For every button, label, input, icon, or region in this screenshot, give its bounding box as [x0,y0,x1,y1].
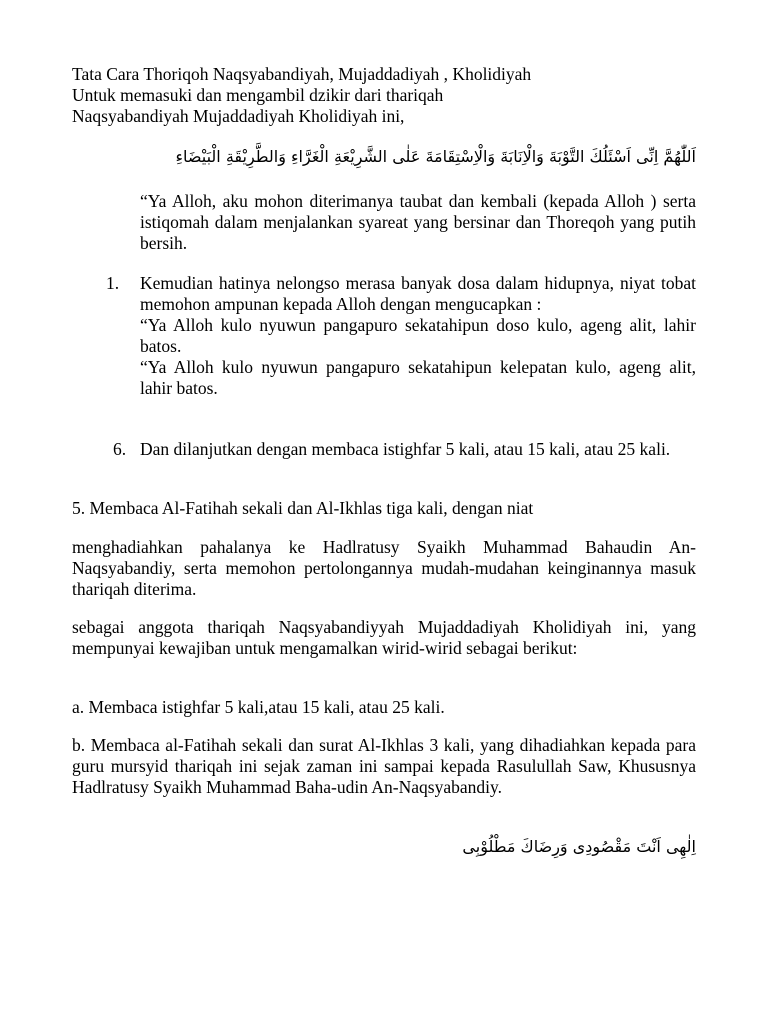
paragraph-anggota: sebagai anggota thariqah Naqsyabandiyyah Mujaddadiyah Kholidiyah ini, yang mempunyai kewajiban untuk mengamalkan wirid-wirid sebagai berikut: [72,617,696,658]
arabic-prayer-2: اِلٰهِى اَنْتَ مَقْصُودِى وَرِضَاكَ مَطْلُوْبِى [462,837,696,856]
list-item-1-quote-2: “Ya Alloh kulo nyuwun pangapuro sekatahipun kelepatan kulo, ageng alit, lahir batos. [140,357,696,398]
list-item-1-quote-1: “Ya Alloh kulo nyuwun pangapuro sekatahipun doso kulo, ageng alit, lahir batos. [140,315,696,356]
paragraph-b: b. Membaca al-Fatihah sekali dan surat Al-Ikhlas 3 kali, yang dihadiahkan kepada para guru mursyid thariqah ini sejak zaman ini sampai kepada Rasulullah Saw, Khususnya Hadlratusy Syaikh Muhammad Baha-udin An-Naqsyabandiy. [72,735,696,797]
title-line-1: Tata Cara Thoriqoh Naqsyabandiyah, Mujaddadiyah , Kholidiyah [72,64,532,84]
paragraph-5: 5. Membaca Al-Fatihah sekali dan Al-Ikhlas tiga kali, dengan niat [72,498,534,518]
paragraph-a: a. Membaca istighfar 5 kali,atau 15 kali, atau 25 kali. [72,697,445,717]
title-block [72,64,696,127]
title-line-3: Naqsyabandiyah Mujaddadiyah Kholidiyah ini, [72,106,405,126]
paragraph-hadiah: menghadiahkan pahalanya ke Hadlratusy Syaikh Muhammad Bahaudin An-Naqsyabandiy, serta memohon pertolongannya mudah-mudahan keinginannya masuk thariqah diterima. [72,537,696,599]
list-item-6: Dan dilanjutkan dengan membaca istighfar 5 kali, atau 15 kali, atau 25 kali. [140,439,671,459]
list-item-1 [140,273,696,399]
arabic-prayer-1: اَللّٰهُمَّ اِنِّى اَسْئَلُكَ التَّوْبَةَ وَالْاِنَابَةَ وَالْاِسْتِقَامَةَ عَلٰى الشَّرِيْعَةِ الْغَرَّاءِ وَالطَّرِيْقَةِ الْبَيْضَاءِ [175,147,696,166]
title-line-2: Untuk memasuki dan mengambil dzikir dari thariqah [72,85,444,105]
list-number-6: 6. [113,439,127,459]
list-number-1: 1. [106,273,120,293]
list-item-1-intro: Kemudian hatinya nelongso merasa banyak dosa dalam hidupnya, niyat tobat memohon ampunan kepada Alloh dengan mengucapkan : [140,273,696,314]
translation-paragraph: “Ya Alloh, aku mohon diterimanya taubat dan kembali (kepada Alloh ) serta istiqomah dalam menjalankan syareat yang bersinar dan Thoreqoh yang putih bersih. [140,191,696,253]
